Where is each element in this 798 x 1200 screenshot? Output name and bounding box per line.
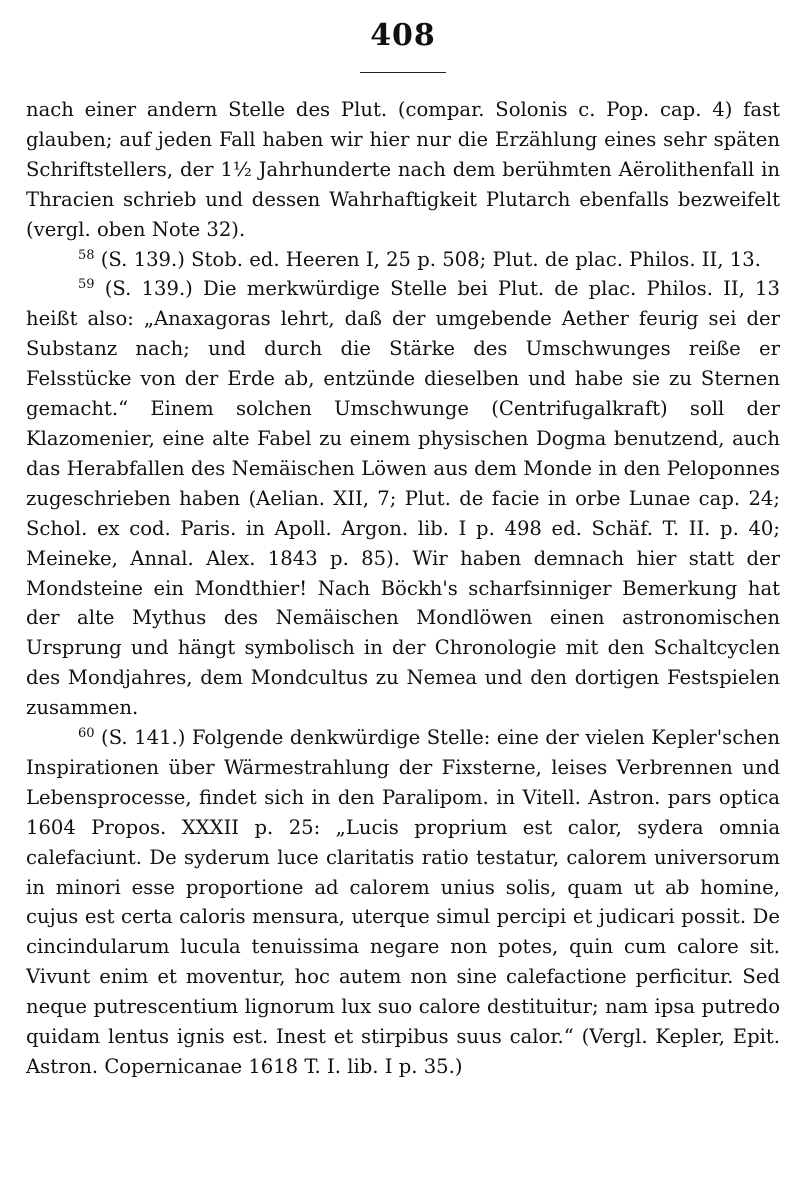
- footnote-text: (S. 139.) Stob. ed. Heeren I, 25 p. 508; Plut. de plac. Philos. II, 13.: [100, 247, 761, 271]
- header-rule: [360, 72, 446, 73]
- footnote-text-block: [26, 95, 780, 1082]
- footnote-58: [26, 245, 780, 275]
- paragraph-text: nach einer andern Stelle des Plut. (compar. Solonis c. Pop. cap. 4) fast glauben; auf jeden Fall haben wir hier nur die Erzählung eines sehr späten Schriftstellers, der 1½ Jahrhunderte nach dem berühmten Aërolithenfall in Thracien schrieb und dessen Wahrhaftigkeit Plutarch ebenfalls bezweifelt (vergl. oben Note 32).: [26, 98, 780, 241]
- footnote-59: [26, 274, 780, 723]
- footnote-number: 60: [78, 726, 95, 742]
- footnote-text: (S. 141.) Folgende denkwürdige Stelle: eine der vielen Kepler'schen Inspirationen über Wärmestrahlung der Fixsterne, leises Verbrennen und Lebensprocesse, findet sich in den Paralipom. in Vitell. Astron. pars optica 1604 Propos. XXXII p. 25: „Lucis proprium est calor, sydera omnia calefaciunt. De syderum luce claritatis ratio testatur, calorem universorum in minori esse proportione ad calorem unius solis, quam ut ab homine, cujus est certa caloris mensura, uterque simul percipi et judicari possit. De cincindularum lucula tenuissima negare non potes, quin cum calore sit. Vivunt enim et moventur, hoc autem non sine calefactione perficitur. Sed neque putrescentium lignorum lux suo calore destituitur; nam ipsa putredo quidam lentus ignis est. Inest et stirpibus suus calor.“ (Vergl. Kepler, Epit. Astron. Copernicanae 1618 T. I. lib. I p. 35.): [26, 726, 780, 1078]
- page-number: 408: [370, 18, 436, 53]
- footnote-number: 58: [78, 247, 95, 263]
- footnote-text: (S. 139.) Die merkwürdige Stelle bei Plut. de plac. Philos. II, 13 heißt also: „Anaxagoras lehrt, daß der umgebende Aether feurig sei der Substanz nach; und durch die Stärke des Umschwunges reiße er Felsstücke von der Erde ab, entzünde dieselben und habe sie zu Sternen gemacht.“ Einem solchen Umschwunge (Centrifugalkraft) soll der Klazomenier, eine alte Fabel zu einem physischen Dogma benutzend, auch das Herabfallen des Nemäischen Löwen aus dem Monde in den Peloponnes zugeschrieben haben (Aelian. XII, 7; Plut. de facie in orbe Lunae cap. 24; Schol. ex cod. Paris. in Apoll. Argon. lib. I p. 498 ed. Schäf. T. II. p. 40; Meineke, Annal. Alex. 1843 p. 85). Wir haben demnach hier statt der Mondsteine ein Mondthier! Nach Böckh's scharfsinniger Bemerkung hat der alte Mythus des Nemäischen Mondlöwen einen astronomischen Ursprung und hängt symbolisch in der Chronologie mit den Schaltcyclen des Mondjahres, dem Mondcultus zu Nemea und den dortigen Festspielen zusammen.: [26, 277, 780, 720]
- continued-paragraph: [26, 95, 780, 245]
- footnote-number: 59: [78, 277, 95, 293]
- footnote-60: [26, 723, 780, 1082]
- book-page: [26, 14, 780, 1186]
